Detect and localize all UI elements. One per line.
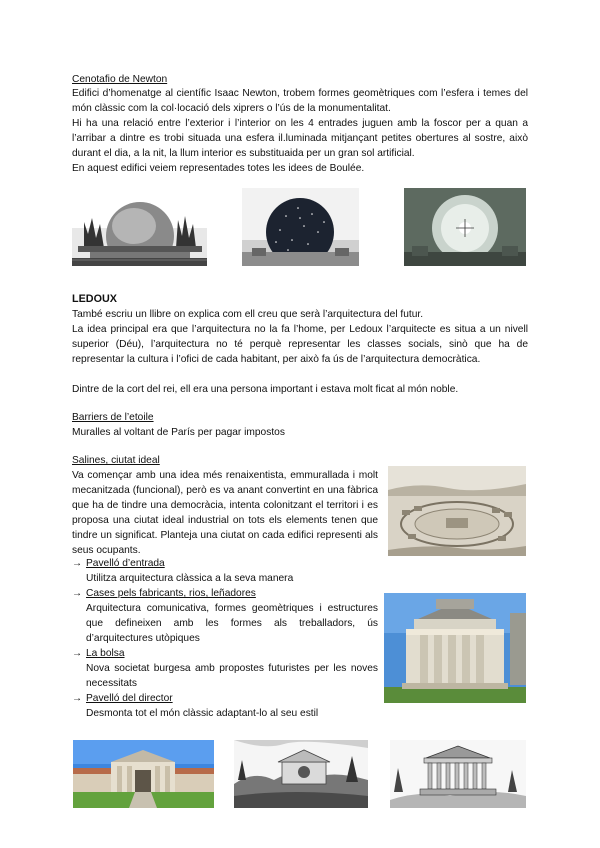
ledoux-paragraph-2: La idea principal era que l’arquitectura no la fa l’home, per Ledoux l’arquitecte es situa a un nivell superior (Déu), l’arquitectura no té perquè representar les classes socials, sinò que ha de representar la cultura i l’ofici de cada habitant, per això fa ús de l’arquitectura democràtica.: [72, 324, 528, 365]
barriers-title: Barriers de l’etoile: [72, 412, 154, 423]
salines-item-4-text: Desmonta tot el món clàssic adaptant-lo al seu estil: [86, 708, 319, 719]
cenotafio-paragraph-2: Hi ha una relació entre l’exterior i l’interior on les 4 entrades juguen amb la foscor per a quan a l’arribar a dintre es trobi situada una esfera il.luminada mitjançant petites obertures al sostre, això durant el dia, a la nit, la llum interior es substituaida per un gran sol artificial.: [72, 118, 528, 159]
director-pavilion-image: [384, 593, 526, 703]
ledoux-title: LEDOUX: [72, 293, 117, 305]
salines-item-4-heading: → Pavelló del director: [72, 693, 173, 704]
salines-paragraph: Va començar amb una idea més renaixentista, emmurallada i molt mecanitzada (funcional), però es va anant convertint en una fàbrica que ha de tindre una democràcia, intenta colonitzant el territori i es proposa una ciutat ideal industrial on tots els elements tenen que tindre un significat. Planteja una ciutat on cada edifici representi als seus ocupants.: [72, 470, 378, 556]
salines-item-2-text: Arquitectura comunicativa, formes geomètriques i estructures que defineixen amb les formes als treballadors, ús d’arquitectures utòpiques: [86, 603, 378, 644]
salines-item-1-heading: → Pavelló d’entrada: [72, 558, 165, 569]
salines-item-3-text: Nova societat burgesa amb propostes futuristes per les noves necessitats: [86, 663, 378, 689]
salines-aerial-view-image: [388, 466, 526, 556]
stock-exchange-engraving-image: [390, 740, 526, 808]
cenotafio-paragraph-1: Edifici d’homenatge al científic Isaac Newton, trobem formes geomètriques com l’esfera i temes del món clàssic com la col·locació dels xiprers o l’ús de la monumentalitat.: [72, 88, 528, 114]
entrance-pavilion-image: [73, 740, 214, 808]
barriers-text: Muralles al voltant de París per pagar impostos: [72, 427, 285, 438]
salines-title: Salines, ciutat ideal: [72, 455, 160, 466]
cenotafio-title: Cenotafio de Newton: [72, 74, 168, 85]
ledoux-paragraph-1: També escriu un llibre on explica com ell creu que serà l’arquitectura del futur.: [72, 309, 424, 320]
cenotafio-paragraph-3: En aquest edifici veiem representades totes les idees de Boulée.: [72, 163, 365, 174]
salines-item-2-heading: → Cases pels fabricants, rios, leñadores: [72, 588, 256, 599]
factory-houses-engraving-image: [234, 740, 368, 808]
salines-item-1-text: Utilitza arquitectura clàssica a la seva manera: [86, 573, 294, 584]
cenotaph-exterior-image: [72, 188, 207, 266]
cenotaph-day-section-image: [404, 188, 526, 266]
ledoux-paragraph-3: Dintre de la cort del rei, ell era una persona important i estava molt ficat al món noble.: [72, 384, 459, 395]
salines-item-3-heading: → La bolsa: [72, 648, 125, 659]
cenotaph-night-section-image: [242, 188, 359, 266]
